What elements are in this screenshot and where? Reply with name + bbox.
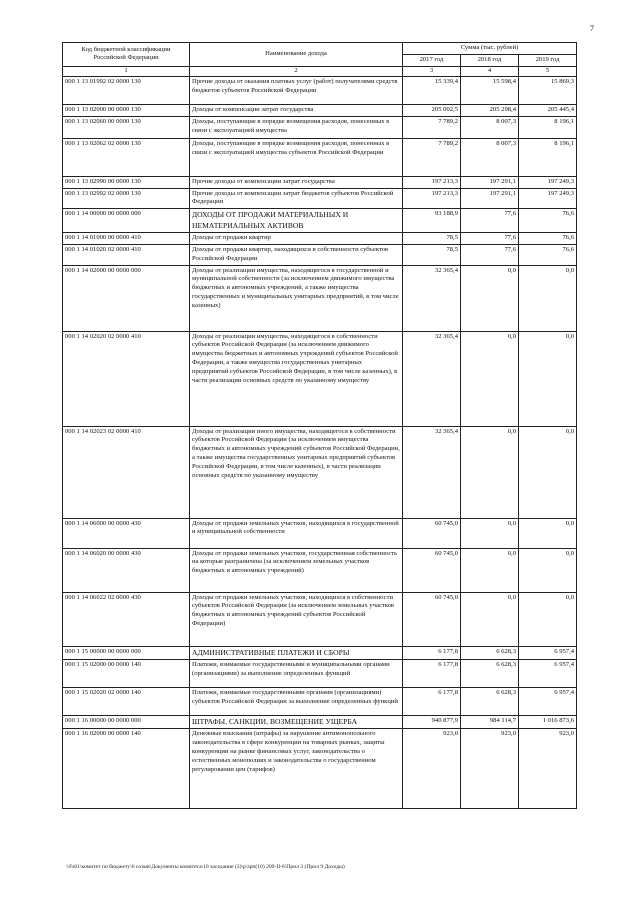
table-row [63,331,577,426]
row-value-2017: 205 002,5 [403,104,461,116]
table-row [63,116,577,138]
header-year-2017: 2017 год [403,55,461,67]
row-name: Доходы от продажи земельных участков, государственная собственность на которые разграничена (за исключением земельных участков бюджетных и автономных учреждений) [190,548,403,592]
table-row [63,729,577,809]
table-row [63,715,577,728]
row-value-2017: 32 365,4 [403,426,461,518]
row-value-2018: 8 007,3 [461,138,519,176]
row-name: Доходы от продажи земельных участков, находящихся в государственной и муниципальной собственности [190,518,403,548]
row-name: Прочие доходы от оказания платных услуг (работ) получателями средств бюджетов субъектов Российской Федерации [190,76,403,104]
col-number-3: 3 [403,66,461,76]
header-sum: Сумма (тыс. рублей) [403,43,577,55]
budget-revenue-table [62,42,577,809]
row-value-2019: 0,0 [519,592,577,646]
row-code: 000 1 14 01000 00 0000 410 [63,232,190,244]
row-name: Платежи, взимаемые государственными и муниципальными органами (организациями) за выполнение определенных функций [190,659,403,687]
row-value-2017: 60 745,0 [403,518,461,548]
row-name: Доходы от реализации имущества, находящегося в собственности субъектов Российской Федерации (за исключением движимого имущества бюджетных и автономных учреждений субъектов Российской Федерации, а также имущества государственных унитарных предприятий субъектов Российской Федерации, в том числе казенных), в части реализации основных средств по указанному имуществу [190,331,403,426]
row-value-2018: 6 628,3 [461,646,519,659]
row-value-2018: 6 628,3 [461,659,519,687]
col-number-5: 5 [519,66,577,76]
row-value-2019: 1 016 873,6 [519,715,577,728]
row-name: Доходы от реализации имущества, находящегося в государственной и муниципальной собственности (за исключением движимого имущества бюджетных и автономных учреждений, а также имущества государственных и муниципальных унитарных предприятий, в том числе казенных) [190,265,403,331]
header-year-2019: 2019 год [519,55,577,67]
row-value-2019: 0,0 [519,426,577,518]
row-code: 000 1 13 02990 00 0000 130 [63,176,190,188]
row-name: АДМИНИСТРАТИВНЫЕ ПЛАТЕЖИ И СБОРЫ [190,646,403,659]
row-code: 000 1 16 00000 00 0000 000 [63,715,190,728]
table-row [63,176,577,188]
table-row [63,426,577,518]
col-number-1: 1 [63,66,190,76]
table-row [63,188,577,209]
row-name: Доходы, поступающие в порядке возмещения расходов, понесенных в связи с эксплуатацией имущества [190,116,403,138]
row-value-2019: 76,6 [519,244,577,265]
row-value-2018: 0,0 [461,426,519,518]
row-value-2019: 76,6 [519,232,577,244]
row-value-2019: 923,0 [519,729,577,809]
table-row [63,518,577,548]
page-number: 7 [590,24,594,33]
row-value-2019: 15 869,3 [519,76,577,104]
row-value-2017: 6 177,8 [403,687,461,715]
row-name: Платежи, взимаемые государственными органами (организациями) субъектов Российской Федерации за выполнение определенных функций [190,687,403,715]
row-value-2018: 0,0 [461,592,519,646]
table-row [63,209,577,233]
row-code: 000 1 13 02062 02 0000 130 [63,138,190,176]
header-year-2018: 2018 год [461,55,519,67]
table-row [63,76,577,104]
row-value-2019: 6 957,4 [519,659,577,687]
table-row [63,659,577,687]
row-code: 000 1 15 00000 00 0000 000 [63,646,190,659]
col-number-4: 4 [461,66,519,76]
row-value-2017: 7 789,2 [403,116,461,138]
row-value-2019: 0,0 [519,548,577,592]
table-row [63,548,577,592]
table-row [63,244,577,265]
row-value-2017: 923,0 [403,729,461,809]
row-value-2019: 6 957,4 [519,687,577,715]
row-name: Денежные взыскания (штрафы) за нарушение антимонопольного законодательства в сфере конкуренции на товарных рынках, защиты конкуренции на рынке финансовых услуг, законодательства о естественных монополиях и законодательства о государственном регулировании цен (тарифов) [190,729,403,809]
row-code: 000 1 14 01020 02 0000 410 [63,244,190,265]
table-row [63,232,577,244]
row-value-2017: 78,5 [403,232,461,244]
row-value-2017: 15 339,4 [403,76,461,104]
row-value-2018: 923,0 [461,729,519,809]
row-name: Доходы, поступающие в порядке возмещения расходов, понесенных в связи с эксплуатацией имущества субъектов Российской Федерации [190,138,403,176]
row-value-2017: 6 177,8 [403,659,461,687]
row-value-2019: 8 196,1 [519,116,577,138]
row-value-2018: 0,0 [461,331,519,426]
row-value-2017: 93 188,9 [403,209,461,233]
table-row [63,592,577,646]
row-code: 000 1 14 06020 00 0000 430 [63,548,190,592]
table-body [63,76,577,808]
table-row [63,646,577,659]
table-header [63,43,577,77]
row-value-2018: 15 598,4 [461,76,519,104]
footer-file-path: \\Fs01\комитет по бюджету\6 созыв\Документы комитета\10 заседание (3)\р\зрп(10) 209-II-6\Прил 3 (Прил 9 Доходы) [66,864,345,870]
row-code: 000 1 16 02000 00 0000 140 [63,729,190,809]
col-number-2: 2 [190,66,403,76]
header-name: Наименование дохода [190,43,403,67]
row-name: Доходы от продажи квартир, находящихся в собственности субъектов Российской Федерации [190,244,403,265]
row-name: Доходы от продажи земельных участков, находящихся в собственности субъектов Российской Федерации (за исключением земельных участков бюджетных и автономных учреждений субъектов Российской Федерации) [190,592,403,646]
row-value-2017: 197 213,3 [403,176,461,188]
row-value-2017: 32 365,4 [403,331,461,426]
row-value-2017: 60 745,0 [403,548,461,592]
row-value-2018: 0,0 [461,548,519,592]
row-value-2018: 77,6 [461,244,519,265]
table-row [63,104,577,116]
table-row [63,265,577,331]
header-code: Код бюджетной классификации Российской Федерации [63,43,190,67]
row-value-2018: 77,6 [461,232,519,244]
row-code: 000 1 13 02060 00 0000 130 [63,116,190,138]
row-value-2018: 6 628,3 [461,687,519,715]
row-value-2018: 0,0 [461,518,519,548]
row-value-2018: 197 291,1 [461,176,519,188]
row-value-2019: 0,0 [519,331,577,426]
row-value-2018: 0,0 [461,265,519,331]
row-code: 000 1 13 02992 02 0000 130 [63,188,190,209]
row-value-2019: 197 249,3 [519,176,577,188]
row-code: 000 1 15 02020 02 0000 140 [63,687,190,715]
row-value-2017: 6 177,8 [403,646,461,659]
row-value-2018: 197 291,1 [461,188,519,209]
row-name: Доходы от продажи квартир [190,232,403,244]
row-value-2019: 205 445,4 [519,104,577,116]
row-value-2017: 197 213,3 [403,188,461,209]
row-code: 000 1 13 01992 02 0000 130 [63,76,190,104]
row-value-2017: 7 789,2 [403,138,461,176]
row-code: 000 1 14 02000 00 0000 000 [63,265,190,331]
row-name: ДОХОДЫ ОТ ПРОДАЖИ МАТЕРИАЛЬНЫХ И НЕМАТЕРИАЛЬНЫХ АКТИВОВ [190,209,403,233]
row-value-2019: 76,6 [519,209,577,233]
row-code: 000 1 14 06022 02 0000 430 [63,592,190,646]
row-value-2017: 78,5 [403,244,461,265]
row-code: 000 1 13 02000 00 0000 130 [63,104,190,116]
row-code: 000 1 14 02020 02 0000 410 [63,331,190,426]
row-value-2017: 940 877,9 [403,715,461,728]
row-value-2018: 984 114,7 [461,715,519,728]
row-code: 000 1 14 06000 00 0000 430 [63,518,190,548]
row-value-2018: 205 298,4 [461,104,519,116]
row-name: ШТРАФЫ, САНКЦИИ, ВОЗМЕЩЕНИЕ УЩЕРБА [190,715,403,728]
row-name: Доходы от реализации иного имущества, находящегося в собственности субъектов Российской Федерации (за исключением имущества бюджетных и автономных учреждений субъектов Российской Федерации, а также имущества государственных унитарных предприятий субъектов Российской Федерации, в том числе казенных), в части реализации основных средств по указанному имуществу [190,426,403,518]
row-value-2018: 77,6 [461,209,519,233]
row-value-2019: 197 249,3 [519,188,577,209]
row-value-2018: 8 007,3 [461,116,519,138]
row-name: Доходы от компенсации затрат государства [190,104,403,116]
row-code: 000 1 14 00000 00 0000 000 [63,209,190,233]
table-row [63,138,577,176]
row-name: Прочие доходы от компенсации затрат бюджетов субъектов Российской Федерации [190,188,403,209]
row-code: 000 1 15 02000 00 0000 140 [63,659,190,687]
row-value-2019: 6 957,4 [519,646,577,659]
row-name: Прочие доходы от компенсации затрат государства [190,176,403,188]
row-code: 000 1 14 02023 02 0000 410 [63,426,190,518]
row-value-2017: 60 745,0 [403,592,461,646]
row-value-2017: 32 365,4 [403,265,461,331]
row-value-2019: 0,0 [519,518,577,548]
row-value-2019: 8 196,1 [519,138,577,176]
row-value-2019: 0,0 [519,265,577,331]
table-row [63,687,577,715]
